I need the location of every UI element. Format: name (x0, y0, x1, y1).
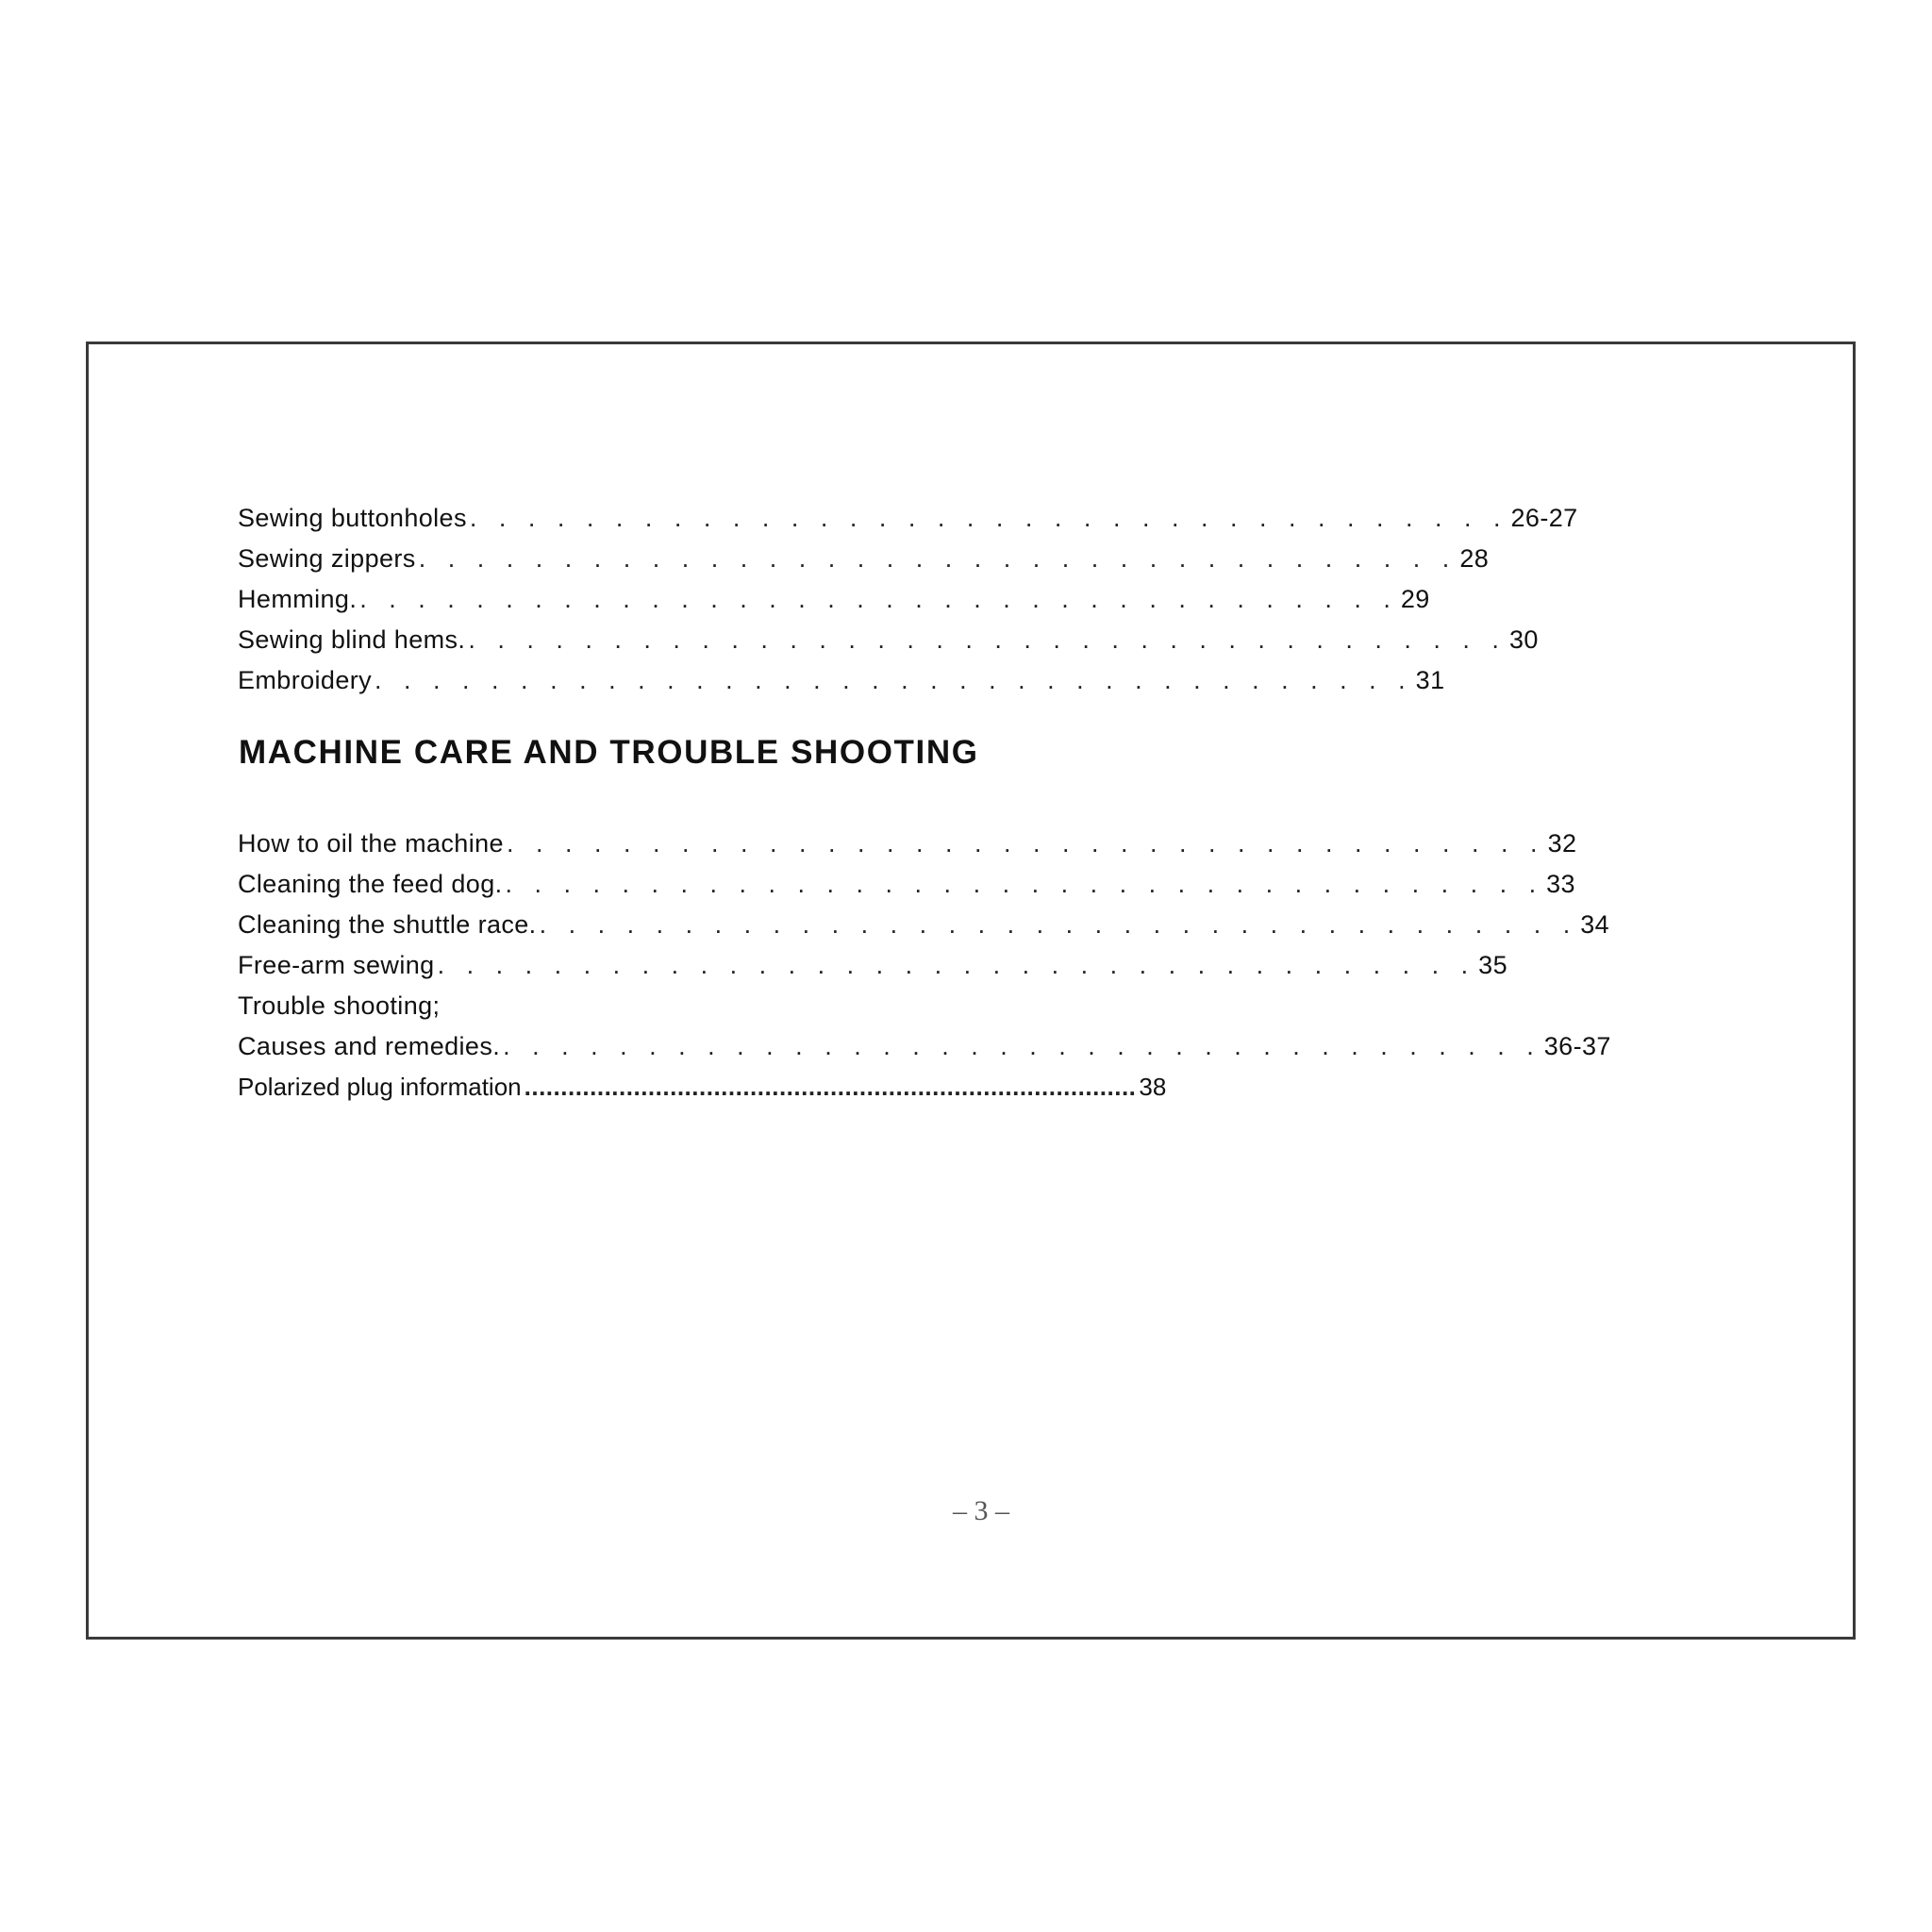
dot-leader: . . . . . . . . . . . . . . . . . . . . . . . . . . . . . . . . . . . . (359, 585, 1398, 613)
toc-entry-label: Sewing zippers (238, 544, 416, 573)
toc-entry-label: Cleaning the shuttle race. (238, 910, 537, 939)
toc-entry-cleaning-feed-dog (238, 864, 1575, 905)
dot-leader: . . . . . . . . . . . . . . . . . . . . . . . . . . . . . . . . . . . . (468, 625, 1507, 654)
toc-entry-cleaning-shuttle-race (238, 905, 1610, 945)
toc-entry-label: Sewing blind hems. (238, 625, 466, 654)
dot-leader: . . . . . . . . . . . . . . . . . . . . . . . . . . . . . . . . . . . . (437, 951, 1476, 979)
toc-entry-sewing-zippers (238, 539, 1490, 579)
toc-entry-label: Hemming. (238, 585, 358, 613)
toc-entry-page: 36-37 (1543, 1032, 1611, 1060)
toc-entry-page: 26-27 (1510, 504, 1578, 532)
toc-entry-hemming (238, 579, 1430, 620)
table-of-contents-part-1 (238, 498, 1578, 701)
toc-entry-page: 34 (1580, 910, 1610, 939)
toc-entry-label: Trouble shooting; (238, 991, 441, 1020)
toc-entry-label: Sewing buttonholes (238, 504, 467, 532)
toc-entry-label: Polarized plug information (238, 1073, 522, 1101)
toc-entry-label: Causes and remedies. (238, 1032, 501, 1060)
toc-entry-page: 33 (1546, 870, 1575, 898)
toc-entry-embroidery (238, 660, 1445, 701)
page-number: – 3 – (953, 1495, 1009, 1526)
toc-entry-page: 30 (1508, 625, 1539, 654)
dot-leader: . . . . . . . . . . . . . . . . . . . . . . . . . . . . . . . . . . . . (418, 544, 1457, 573)
toc-entry-sewing-blind-hems (238, 620, 1539, 660)
table-of-contents-part-2 (238, 824, 1611, 1108)
toc-entry-trouble-shooting (238, 986, 922, 1026)
toc-entry-page: 31 (1415, 666, 1445, 694)
dot-leader: .................................................................................... (524, 1073, 1137, 1101)
toc-entry-oil-machine (238, 824, 1577, 864)
dot-leader: . . . . . . . . . . . . . . . . . . . . . . . . . . . . . . . . . . . . (375, 666, 1413, 694)
toc-entry-label: Cleaning the feed dog. (238, 870, 503, 898)
dot-leader: . . . . . . . . . . . . . . . . . . . . . . . . . . . . . . . . . . . . (505, 870, 1544, 898)
toc-entry-page: 28 (1459, 544, 1490, 573)
dot-leader: . . . . . . . . . . . . . . . . . . . . . . . . . . . . . . . . . . . . (539, 910, 1578, 939)
toc-entry-page: 38 (1139, 1073, 1167, 1101)
toc-entry-polarized-plug (238, 1067, 1167, 1108)
toc-entry-causes-remedies (238, 1026, 1611, 1067)
toc-entry-sewing-buttonholes (238, 498, 1578, 539)
toc-entry-label: How to oil the machine (238, 829, 504, 858)
toc-entry-free-arm-sewing (238, 945, 1508, 986)
toc-entry-label: Free-arm sewing (238, 951, 435, 979)
toc-entry-page: 29 (1400, 585, 1430, 613)
dot-leader: . . . . . . . . . . . . . . . . . . . . . . . . . . . . . . . . . . . . (503, 1032, 1541, 1060)
toc-entry-page: 35 (1478, 951, 1508, 979)
dot-leader: . . . . . . . . . . . . . . . . . . . . . . . . . . . . . . . . . . . . (506, 829, 1545, 858)
toc-entry-page: 32 (1547, 829, 1577, 858)
toc-entry-label: Embroidery (238, 666, 373, 694)
dot-leader: . . . . . . . . . . . . . . . . . . . . . . . . . . . . . . . . . . . . (469, 504, 1508, 532)
section-heading: MACHINE CARE AND TROUBLE SHOOTING (239, 734, 979, 771)
